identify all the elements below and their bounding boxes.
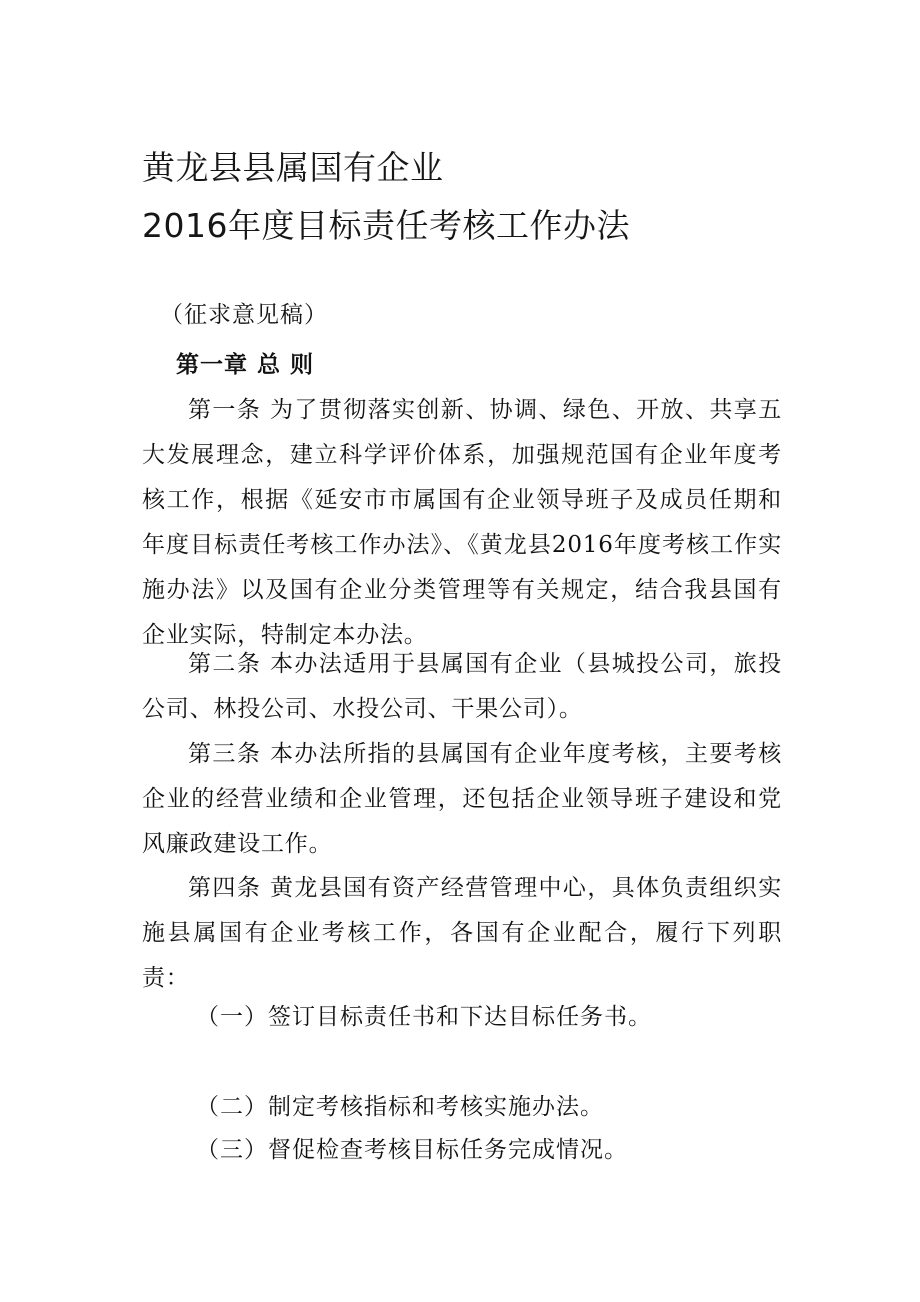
- article-3: 第三条 本办法所指的县属国有企业年度考核，主要考核企业的经营业绩和企业管理，还包括企业领导班子建设和党风廉政建设工作。: [142, 741, 782, 857]
- duty-item-3: （三）督促检查考核目标任务完成情况。: [196, 1137, 628, 1163]
- article-2: 第二条 本办法适用于县属国有企业（县城投公司，旅投公司、林投公司、水投公司、干果公司）。: [142, 651, 782, 722]
- duty-item-1: （一）签订目标责任书和下达目标任务书。: [196, 1004, 652, 1030]
- article-1: 第一条 为了贯彻落实创新、协调、绿色、开放、共享五大发展理念，建立科学评价体系，加强规范国有企业年度考核工作，根据《延安市市属国有企业领导班子及成员任期和年度目标责任考核工作办法》、《黄龙县2016年度考核工作实施办法》以及国有企业分类管理等有关规定，结合我县国有企业实际，特制定本办法。: [142, 397, 782, 648]
- article-4: 第四条 黄龙县国有资产经营管理中心，具体负责组织实施县属国有企业考核工作，各国有企业配合，履行下列职责：: [142, 875, 782, 991]
- document-title-line1: 黄龙县县属国有企业: [142, 148, 444, 187]
- duty-item-2: （二）制定考核指标和考核实施办法。: [196, 1094, 604, 1120]
- document-title-line2: 2016年度目标责任考核工作办法: [142, 206, 630, 245]
- draft-subtitle: （征求意见稿）: [160, 302, 328, 328]
- chapter-heading: 第一章 总 则: [176, 352, 315, 378]
